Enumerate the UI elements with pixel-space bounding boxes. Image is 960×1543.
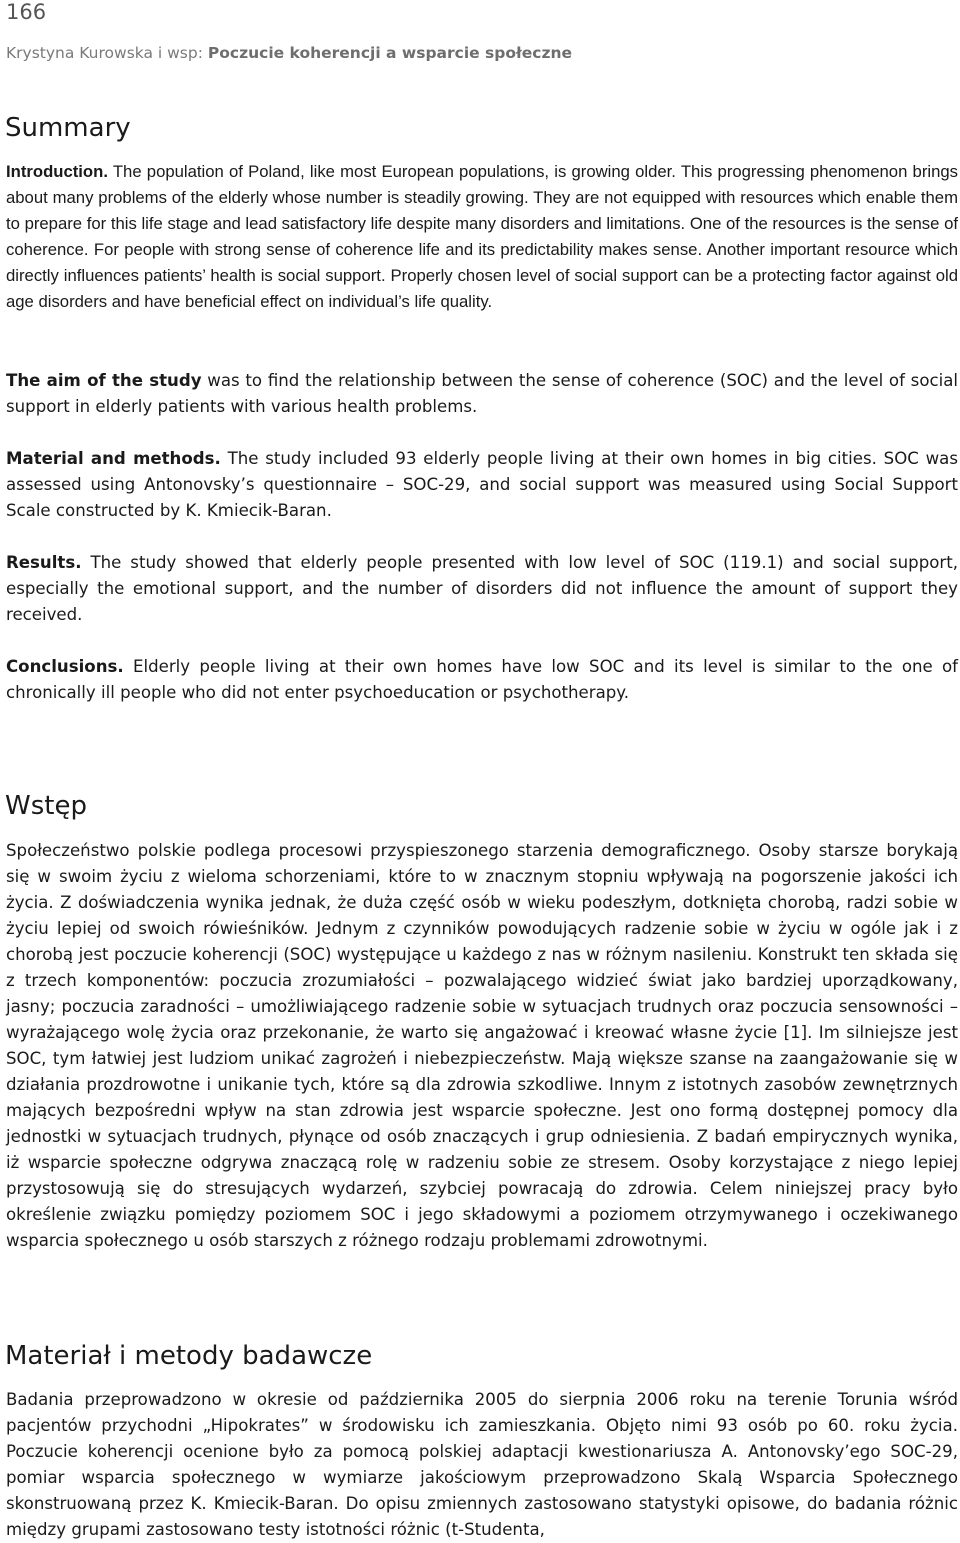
results-text: The study showed that elderly people presented with low level of SOC (119.1) and social support, especially the emotional support, and the number of disorders did not influence the amount of support they received. xyxy=(6,553,958,624)
conclusions-lead: Conclusions. xyxy=(6,657,124,676)
methods-lead: Material and methods. xyxy=(6,449,221,468)
introduction-lead: Introduction. xyxy=(6,162,108,181)
running-head xyxy=(6,44,572,62)
running-head-title: Poczucie koherencji a wsparcie społeczne xyxy=(207,44,573,62)
methods-text: The study included 93 elderly people living at their own homes in big cities. SOC was assessed using Antonovsky’s questionnaire – SOC-29, and social support was measured using Social Support Scale constructed by K. Kmiecik-Baran. xyxy=(6,449,958,520)
summary-methods xyxy=(6,446,958,524)
conclusions-text: Elderly people living at their own homes have low SOC and its level is similar to the one of chronically ill people who did not enter psychoeducation or psychotherapy. xyxy=(6,657,958,702)
results-lead: Results. xyxy=(6,553,82,572)
introduction-text: The population of Poland, like most European populations, is growing older. This progressing phenomenon brings about many problems of the elderly whose number is steadily growing. They are not equipped with resources which enable them to prepare for this life stage and lead satisfactory life despite many disorders and limitations. One of the resources is the sense of coherence. For people with strong sense of coherence life and its predictability makes sense. Another important resource which directly influences patients’ health is social support. Properly chosen level of social support can be a protecting factor against old age disorders and have beneficial effect on individual’s life quality. xyxy=(6,162,958,311)
summary-results xyxy=(6,550,958,628)
running-head-authors: Krystyna Kurowska i wsp: xyxy=(6,44,203,62)
summary-aim xyxy=(6,368,958,420)
material-heading: Materiał i metody badawcze xyxy=(5,1341,373,1371)
aim-text: was to find the relationship between the sense of coherence (SOC) and the level of social support in elderly patients with various health problems. xyxy=(6,371,958,416)
summary-introduction xyxy=(6,159,958,315)
wstep-body: Społeczeństwo polskie podlega procesowi przyspieszonego starzenia demograficznego. Osoby starsze borykają się w swoim życiu z wieloma schorzeniami, które to w znacznym stopniu wpływają na pogorszenie jakości ich życia. Z doświadczenia wynika jednak, że duża część osób w wieku podeszłym, dotknięta chorobą, radzi sobie w życiu lepiej od swoich rówieśników. Jednym z czynników powodujących radzenie sobie w życiu w ogóle jak i z chorobą jest poczucie koherencji (SOC) występujące u każdego z nas w różnym nasileniu. Konstrukt ten składa się z trzech komponentów: poczucia zrozumiałości – pozwalającego widzieć świat jako bardziej uporządkowany, jasny; poczucia zaradności – umożliwiającego radzenie sobie w sytuacjach trudnych oraz poczucia sensowności – wyrażającego wolę życia oraz przekonanie, że warto się angażować i kreować własne życie [1]. Im silniejsze jest SOC, tym łatwiej jest ludziom unikać zagrożeń i niebezpieczeństw. Mają większe szanse na zaangażowanie się w działania prozdrowotne i unikanie tych, które są dla zdrowia szkodliwe. Innym z istotnych zasobów zewnętrznych mających bezpośredni wpływ na stan zdrowia jest wsparcie społeczne. Jest ono formą dostępnej pomocy dla jednostki w sytuacjach trudnych, płynące od osób znaczących i grup odniesienia. Z badań empirycznych wynika, iż wsparcie społeczne odgrywa znaczącą rolę w radzeniu sobie ze stresem. Osoby korzystające z niego lepiej przystosowują się do stresujących wydarzeń, szybciej powracają do zdrowia. Celem niniejszej pracy było określenie związku pomiędzy poziomem SOC i jego składowymi a poziomem otrzymywanego i oczekiwanego wsparcia społecznego u osób starszych z różnego rodzaju problemami zdrowotnymi. xyxy=(6,841,958,1250)
summary-heading: Summary xyxy=(5,113,131,143)
summary-conclusions xyxy=(6,654,958,706)
material-body: Badania przeprowadzono w okresie od października 2005 do sierpnia 2006 roku na terenie Torunia wśród pacjentów przychodni „Hipokrates” w środowisku ich zamieszkania. Objęto nimi 93 osób po 60. roku życia. Poczucie koherencji ocenione było za pomocą polskiej adaptacji kwestionariusza A. Antonovsky’ego SOC-29, pomiar wsparcia społecznego w wymiarze jakościowym przeprowadzono Skalą Wsparcia Społecznego skonstruowaną przez K. Kmiecik-Baran. Do opisu zmiennych zastosowano statystyki opisowe, do badania różnic między grupami zastosowano testy istotności różnic (t-Studenta, xyxy=(6,1390,958,1539)
page-number: 166 xyxy=(6,0,47,24)
wstep-heading: Wstęp xyxy=(5,791,87,821)
aim-lead: The aim of the study xyxy=(6,371,202,390)
